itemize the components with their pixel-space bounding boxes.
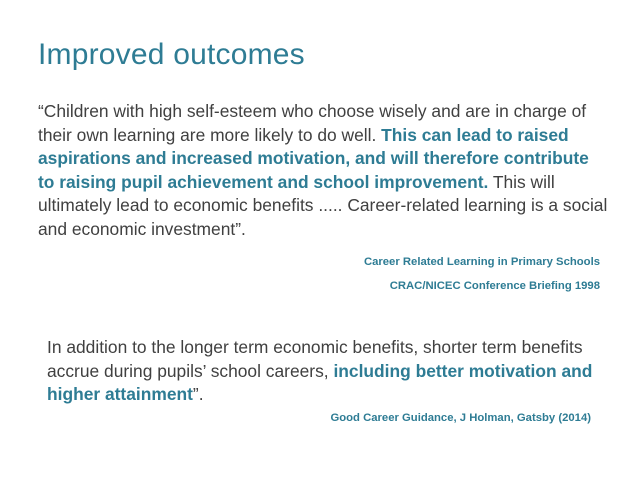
second-paragraph xyxy=(47,336,607,407)
second-paragraph-text-before: In addition to the longer term economic benefits, shorter term benefits accrue during pupils’ school careers, xyxy=(47,337,583,381)
citation-2: Good Career Guidance, J Holman, Gatsby (2014) xyxy=(330,412,591,424)
second-paragraph-highlight: including better motivation and higher attainment xyxy=(47,360,593,405)
quote-text-after: This will ultimately lead to economic benefits ..... Career-related learning is a social and economic investment”. xyxy=(38,171,608,239)
quote-text-before: “Children with high self-esteem who choose wisely and are in charge of their own learning are more likely to do well. xyxy=(38,101,587,145)
citation-1-line-2: CRAC/NICEC Conference Briefing 1998 xyxy=(389,280,600,292)
quote-paragraph xyxy=(38,100,610,242)
quote-highlight: This can lead to raised aspirations and increased motivation, and will therefore contribute to raising pupil achievement and school improvement. xyxy=(38,124,589,192)
citation-1-line-1: Career Related Learning in Primary Schools xyxy=(363,256,600,268)
slide-title: Improved outcomes xyxy=(38,38,305,71)
second-paragraph-text-after: ”. xyxy=(192,384,204,405)
